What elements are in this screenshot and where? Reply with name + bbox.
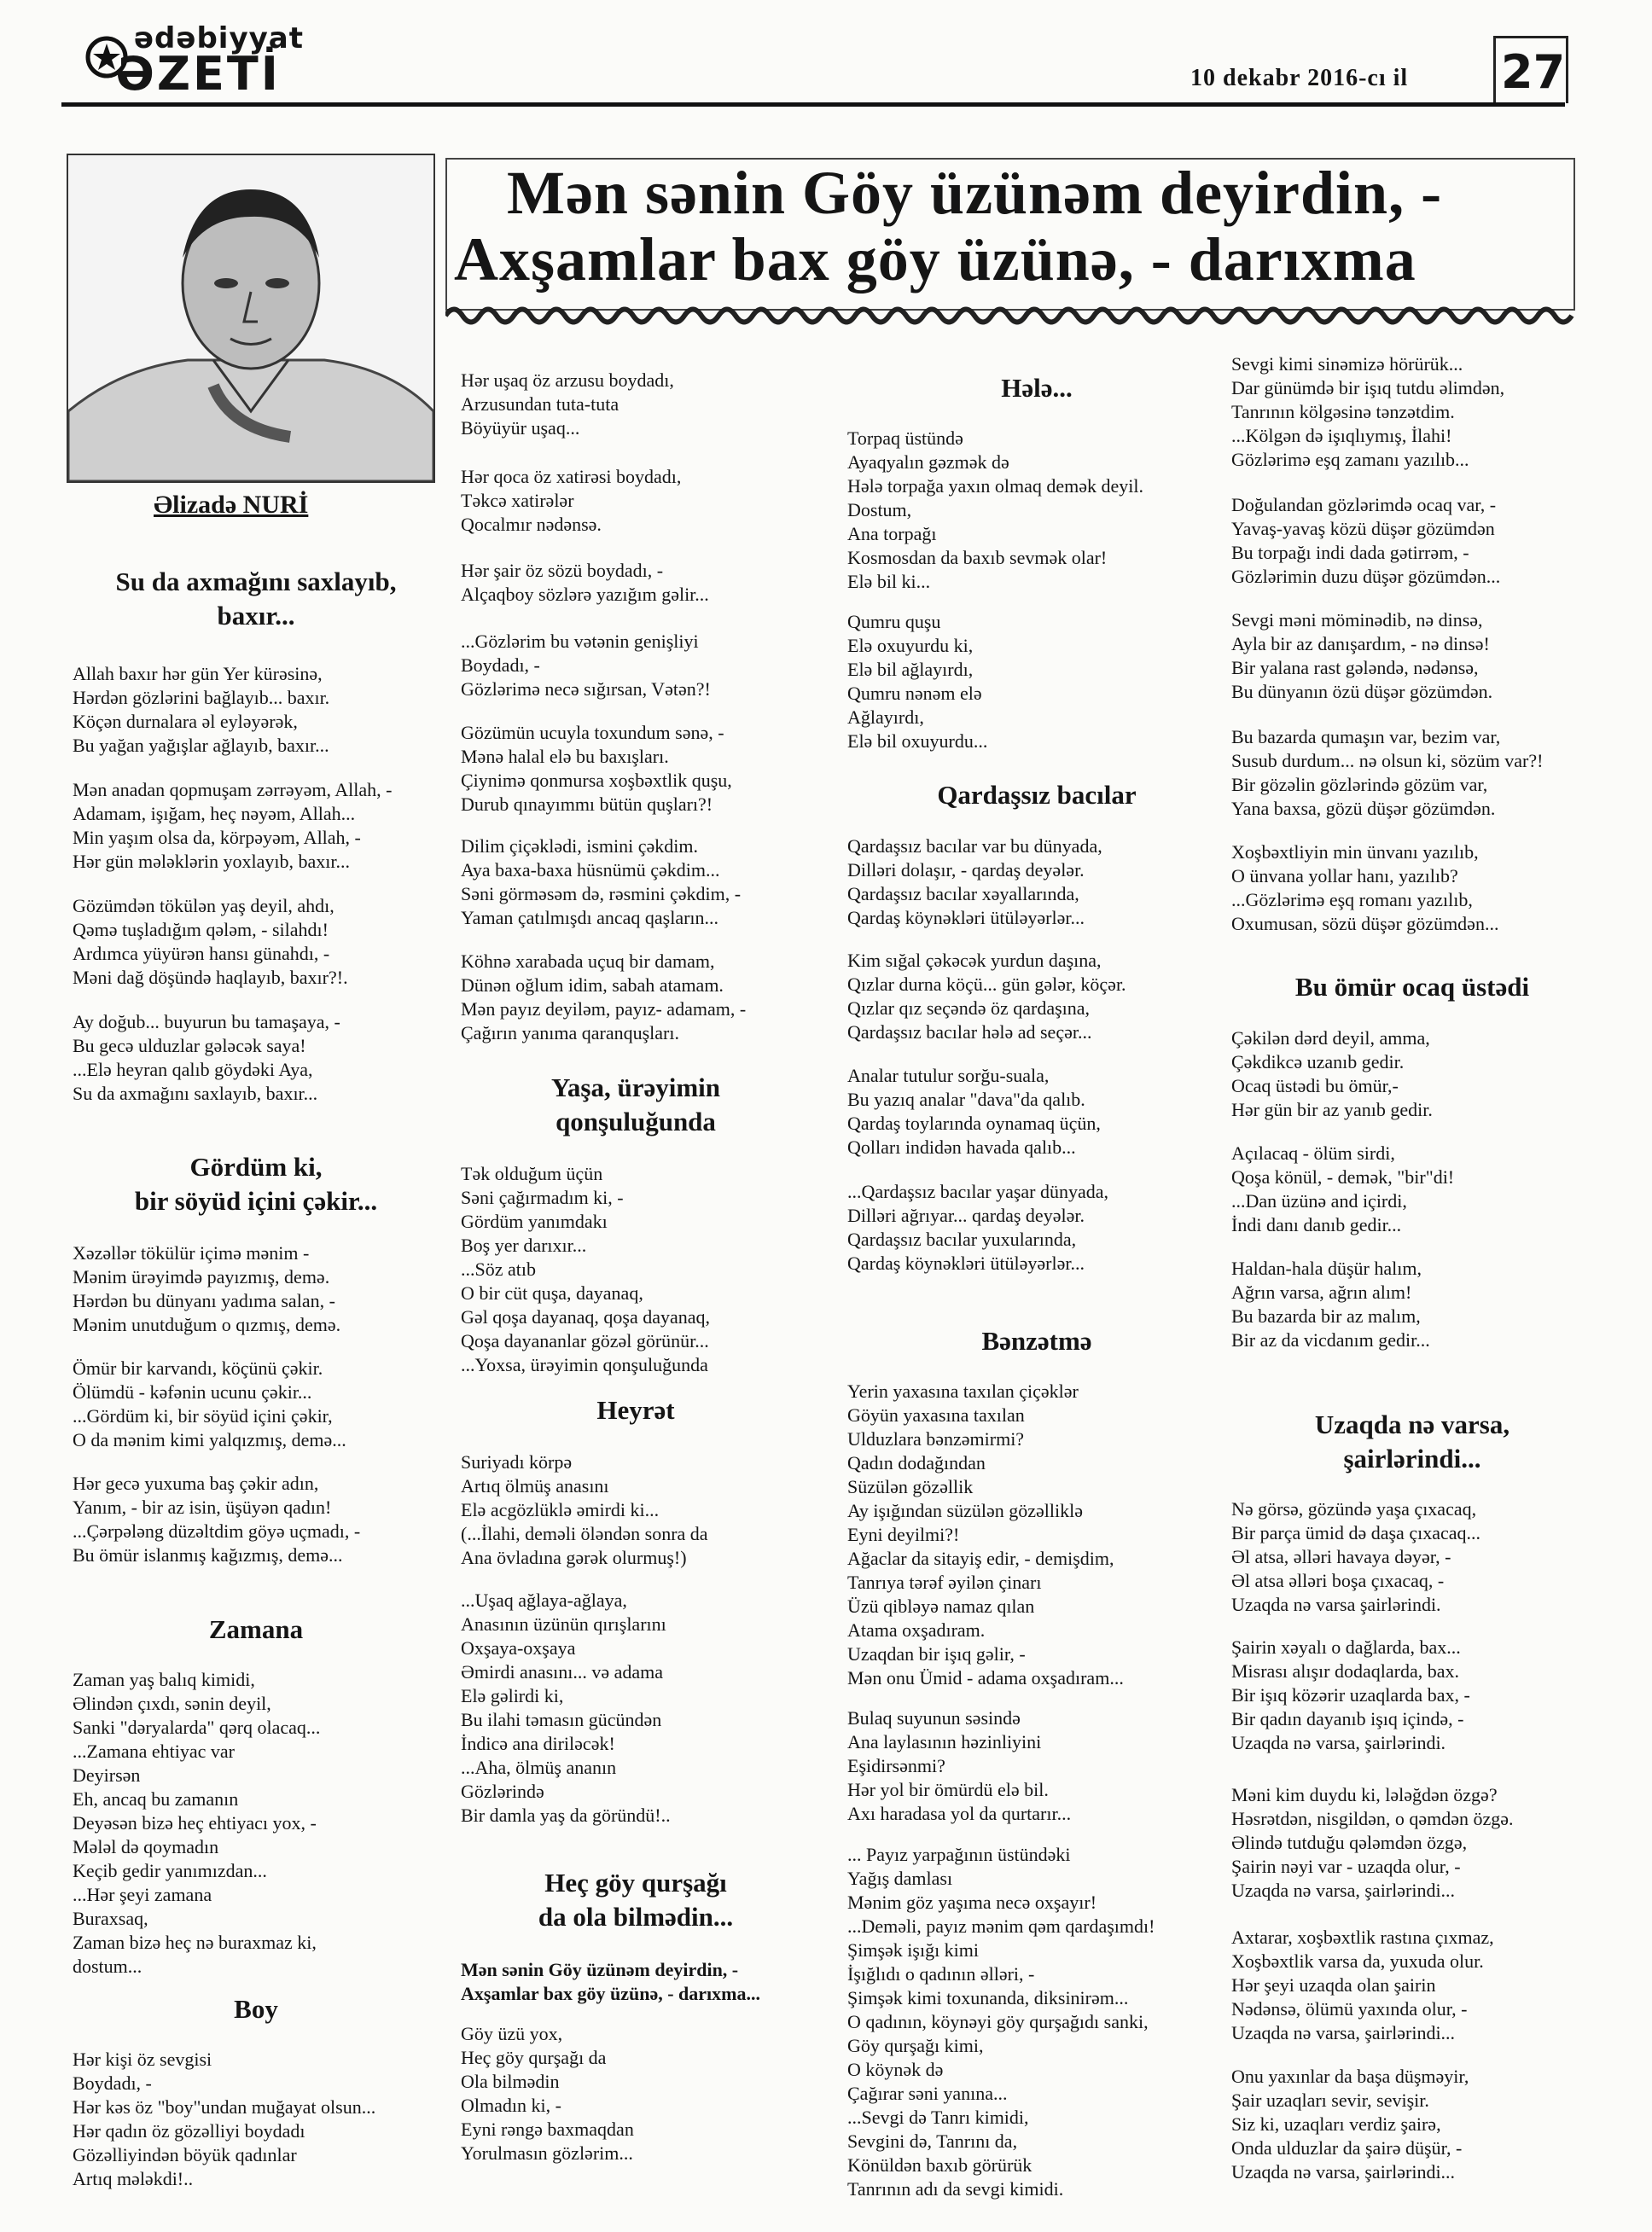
stanza: Qumru quşu Elə oxuyurdu ki, Elə bil ağlayırdı, Qumru nənəm elə Ağlayırdı, Elə bil oxuyurdu...	[847, 611, 988, 752]
stanza: ...Gözlərim bu vətənin genişliyi Boydadı, - Gözlərimə necə sığırsan, Vətən?!	[461, 631, 711, 700]
portrait-image	[68, 155, 433, 481]
stanza: Gözümün ucuyla toxundum sənə, - Mənə halal elə bu baxışları. Çiynimə qonmursa xoşbəxtlik quşu, Durub qınayımmı bütün quşları?!	[461, 722, 732, 815]
stanza: Xoşbəxtliyin min ünvanı yazılıb, O ünvana yollar hanı, yazılıb? ...Gözlərimə eşq romanı yazılıb, Oxumusan, sözü düşər gözümdən...	[1231, 841, 1499, 934]
poem-title-heyret: Heyrət	[596, 1395, 675, 1425]
stanza: Yerin yaxasına taxılan çiçəklər Göyün yaxasına taxılan Ulduzlara bənzəmirmi? Qadın dodağından Süzülən gözəllik Ay işığından süzülən gözəlliklə Eyni deyilmi?! Ağaclar da sitayiş edir, - demişdim, Tanrıya tərəf əyilən çinarı Üzü qibləyə namaz qılan Atama oxşadıram. Uzaqdan bir işıq gəlir, - Mən onu Ümid - adama oxşadıram...	[847, 1380, 1124, 1689]
stanza: Doğulandan gözlərimdə ocaq var, - Yavaş-yavaş közü düşər gözümdən Bu torpağı indi dada gətirrəm, - Gözlərimin duzu düşər gözümdən...	[1231, 494, 1501, 587]
stanza: Torpaq üstündə Ayaqyalın gəzmək də Hələ torpağa yaxın olmaq demək deyil. Dostum, Ana torpağı Kosmosdan da baxıb sevmək olar! Elə bil ki...	[847, 427, 1143, 592]
stanza: Sevgi məni möminədib, nə dinsə, Ayla bir az danışardım, - nə dinsə! Bir yalana rast gələndə, nədənsə, Bu dünyanın özü düşər gözümdən.	[1231, 609, 1493, 702]
stanza: Bulaq suyunun səsində Ana laylasının həzinliyini Eşidirsənmi? Hər yol bir ömürdü elə bil. Axı haradasa yol da qurtarır...	[847, 1707, 1072, 1824]
stanza: Tək olduğum üçün Səni çağırmadım ki, - Gördüm yanımdakı Boş yer darıxır... ...Söz atıb O bir cüt quşa, dayanaq, Gəl qoşa dayanaq, qoşa dayanaq, Qoşa dayananlar gözəl görünür... ...Yoxsa, ürəyimin qonşuluğunda	[461, 1163, 711, 1375]
stanza: Mən sənin Göy üzünəm deyirdin, - Axşamlar bax göy üzünə, - darıxma...	[461, 1959, 760, 2004]
stanza: Suriyadı körpə Artıq ölmüş anasını Elə acgözlüklə əmirdi ki... (...İlahi, deməli öləndən sonra da Ana övladına gərək olurmuş!)	[461, 1451, 708, 1568]
stanza: ...Qardaşsız bacılar yaşar dünyada, Dilləri ağrıyar... qardaş deyələr. Qardaşsız bacılar yuxularında, Qardaş köynəkləri ütüləyərlər...	[847, 1181, 1109, 1274]
author-name: Əlizadə NURİ	[154, 491, 309, 519]
headline-line1: Mən sənin Göy üzünəm deyirdin, -	[507, 159, 1443, 227]
stanza: Mən anadan qopmuşam zərrəyəm, Allah, - Adamam, işığam, heç nəyəm, Allah... Min yaşım olsa da, körpəyəm, Allah, - Hər gün mələklərin yoxlayıb, baxır...	[73, 779, 393, 872]
poem-title-yasa: Yaşa, ürəyimin qonşuluğunda	[550, 1072, 721, 1136]
stanza: Axtarar, xoşbəxtlik rastına çıxmaz, Xoşbəxtlik varsa da, yuxuda olur. Hər şeyi uzaqda olan şairin Nədənsə, ölümü yaxında olur, - Uzaqda nə varsa, şairlərindi...	[1231, 1927, 1494, 2043]
stanza: Nə görsə, gözündə yaşa çıxacaq, Bir parça ümid də daşa çıxacaq... Əl atsa, əlləri havaya dəyər, - Əl atsa əlləri boşa çıxacaq, - Uzaqda nə varsa şairlərindi.	[1231, 1498, 1480, 1615]
stanza: Gözümdən tökülən yaş deyil, ahdı, Qəmə tuşladığım qələm, - silahdı! Ardımca yüyürən hansı günahdı, - Məni dağ döşündə haqlayıb, baxır?!.	[73, 895, 348, 988]
poem-title-hele: Hələ...	[1001, 373, 1073, 403]
stanza: Ömür bir karvandı, köçünü çəkir. Ölümdü - kəfənin ucunu çəkir... ...Gördüm ki, bir söyüd içini çəkir, O da mənim kimi yalqızmış, demə...	[73, 1357, 346, 1450]
stanza: ... Payız yarpağının üstündəki Yağış damlası Mənim göz yaşıma necə oxşayır! ...Deməli, payız mənim qəm qardaşımdı! Şimşək işığı kimi İşığlıdı o qadının əlləri, - Şimşək kimi toxunanda, diksinirəm... O qadının, köynəyi göy qurşağıdı sanki, Göy qurşağı kimi, O köynək də Çağırar səni yanına... ...Sevgi də Tanrı kimidi, Sevgini də, Tanrını da, Könüldən baxıb görürük Tanrının adı da sevgi kimidi.	[847, 1844, 1155, 2200]
poem-title-boy: Boy	[234, 1994, 278, 2024]
poem-title-su-da: Su da axmağını saxlayıb, baxır...	[115, 567, 397, 631]
masthead-line1: ədəbiyyat	[134, 21, 304, 55]
wave-ornament-icon	[445, 303, 1580, 328]
stanza: Hər uşaq öz arzusu boydadı, Arzusundan tuta-tuta Böyüyür uşaq...	[461, 369, 674, 439]
poem-title-qardassiz: Qardaşsız bacılar	[937, 780, 1137, 810]
poem-title-bu-omur: Bu ömür ocaq üstədi	[1294, 972, 1530, 1002]
stanza: Dilim çiçəklədi, ismini çəkdim. Aya baxa-baxa hüsnümü çəkdim... Səni görməsəm də, rəsmini çəkdim, - Yaman çatılmışdı ancaq qaşların...	[461, 835, 742, 928]
stanza: Bu bazarda qumaşın var, bezim var, Susub durdum... nə olsun ki, sözüm var?! Bir gözəlin gözlərində gözüm var, Yana baxsa, gözü düşər gözümdən.	[1231, 726, 1544, 819]
stanza: Çəkilən dərd deyil, amma, Çəkdikcə uzanıb gedir. Ocaq üstədi bu ömür,- Hər gün bir az yanıb gedir.	[1231, 1027, 1433, 1120]
stanza: Məni kim duydu ki, lələğdən özgə? Həsrətdən, nisgildən, o qəmdən özgə. Əlində tutduğu qələmdən özgə, Şairin nəyi var - uzaqda olur, - Uzaqda nə varsa, şairlərindi...	[1231, 1784, 1514, 1901]
stanza: Açılacaq - ölüm sirdi, Qoşa könül, - demək, "bir"di! ...Dan üzünə and içirdi, İndi danı danıb gedir...	[1231, 1142, 1455, 1235]
page-number: 27	[1501, 45, 1566, 99]
stanza: Allah baxır hər gün Yer kürəsinə, Hərdən gözlərini bağlayıb... baxır. Köçən durnalara əl eyləyərək, Bu yağan yağışlar ağlayıb, baxır...	[73, 663, 330, 756]
stanza: Sevgi kimi sinəmizə hörürük... Dar günümdə bir işıq tutdu əlimdən, Tanrının kölgəsinə tənzətdim. ...Kölgən də işıqlıymış, İlahi! Gözlərimə eşq zamanı yazılıb...	[1231, 353, 1505, 470]
stanza: Analar tutulur sorğu-suala, Bu yazıq analar "dava"da qalıb. Qardaş toylarında oynamaq üçün, Qolları indidən havada qalıb...	[847, 1065, 1101, 1158]
headline-line2: Axşamlar bax göy üzünə, - darıxma	[454, 225, 1416, 294]
masthead-line2: ƏZETİ	[115, 47, 281, 101]
page-number-box	[1493, 36, 1568, 103]
header-rule	[61, 102, 1565, 107]
stanza: Qardaşsız bacılar var bu dünyada, Dilləri dolaşır, - qardaş deyələr. Qardaşsız bacılar xəyallarında, Qardaş köynəkləri ütüləyərlər...	[847, 835, 1102, 928]
stanza: Köhnə xarabada uçuq bir damam, Dünən oğlum idim, sabah atamam. Mən payız deyiləm, payız- adamam, - Çağırın yanıma qaranquşları.	[461, 950, 747, 1043]
stanza: Kim sığal çəkəcək yurdun daşına, Qızlar durna köçü... gün gələr, köçər. Qızlar qız seçəndə öz qardaşına, Qardaşsız bacılar hələ ad seçər...	[847, 950, 1126, 1043]
masthead	[81, 21, 388, 101]
stanza: Zaman yaş balıq kimidi, Əlindən çıxdı, sənin deyil, Sanki "dəryalarda" qərq olacaq... ...Zamana ehtiyac var Deyirsən Eh, ancaq bu zamanın Deyəsən bizə heç ehtiyacı yox, - Mələl də qoymadın Keçib gedir yanımızdan... ...Hər şeyi zamana Buraxsaq, Zaman bizə heç nə buraxmaz ki, dostum...	[73, 1669, 321, 1977]
poem-title-zamana: Zamana	[208, 1614, 304, 1644]
stanza: Haldan-hala düşür halım, Ağrın varsa, ağrın alım! Bu bazarda bir az malım, Bir az da vicdanım gedir...	[1231, 1258, 1430, 1351]
poem-title-uzaqda: Uzaqda nə varsa, şairlərindi...	[1314, 1410, 1510, 1473]
author-photo	[67, 154, 435, 483]
poem-title-benzetme: Bənzətmə	[981, 1326, 1092, 1356]
stanza: Ay doğub... buyurun bu tamaşaya, - Bu gecə ulduzlar gələcək saya! ...Elə heyran qalıb göydəki Aya, Su da axmağını saxlayıb, baxır...	[73, 1011, 340, 1104]
stanza: Göy üzü yox, Heç göy qurşağı da Ola bilmədin Olmadın ki, - Eyni rəngə baxmaqdan Yorulmasın gözlərim...	[461, 2023, 634, 2164]
stanza: Xəzəllər tökülür içimə mənim - Mənim ürəyimdə payızmış, demə. Hərdən bu dünyanı yadıma salan, - Mənim unutduğum o qızmış, demə.	[73, 1242, 341, 1335]
poem-title-hec-goy: Heç göy qurşağı da ola bilmədin...	[538, 1868, 734, 1932]
stanza: Hər qoca öz xatirəsi boydadı, Təkcə xatirələr Qocalmır nədənsə.	[461, 466, 682, 535]
stanza: Hər şair öz sözü boydadı, - Alçaqboy sözlərə yazığım gəlir...	[461, 560, 709, 605]
poem-title-gordum: Gördüm ki, bir söyüd içini çəkir...	[134, 1152, 378, 1216]
stanza: Şairin xəyalı o dağlarda, bax... Misrası alışır dodaqlarda, bax. Bir işıq közərir uzaqlarda bax, - Bir qadın dayanıb işıq içində, - Uzaqda nə varsa, şairlərindi.	[1231, 1636, 1470, 1753]
stanza: ...Uşaq ağlaya-ağlaya, Anasının üzünün qırışlarını Oxşaya-oxşaya Əmirdi anasını... və adama Elə gəlirdi ki, Bu ilahi təmasın gücündən İndicə ana diriləcək! ...Aha, ölmüş ananın Gözlərində Bir damla yaş da göründü!..	[461, 1590, 671, 1826]
stanza: Hər gecə yuxuma baş çəkir adın, Yanım, - bir az isin, üşüyən qadın! ...Çərpələng düzəltdim göyə uçmadı, - Bu ömür islanmış kağızmış, demə...	[73, 1473, 361, 1566]
headline-banner	[445, 158, 1579, 328]
issue-date: 10 dekabr 2016-cı il	[1190, 65, 1409, 91]
stanza: Onu yaxınlar da başa düşməyir, Şair uzaqları sevir, sevişir. Siz ki, uzaqları verdiz şairə, Onda ulduzlar da şairə düşür, - Uzaqda nə varsa, şairlərindi...	[1231, 2066, 1469, 2183]
stanza: Hər kişi öz sevgisi Boydadı, - Hər kəs öz "boy"undan muğayat olsun... Hər qadın öz gözəlliyi boydadı Gözəlliyindən böyük qadınlar Artıq mələkdi!..	[73, 2049, 376, 2189]
